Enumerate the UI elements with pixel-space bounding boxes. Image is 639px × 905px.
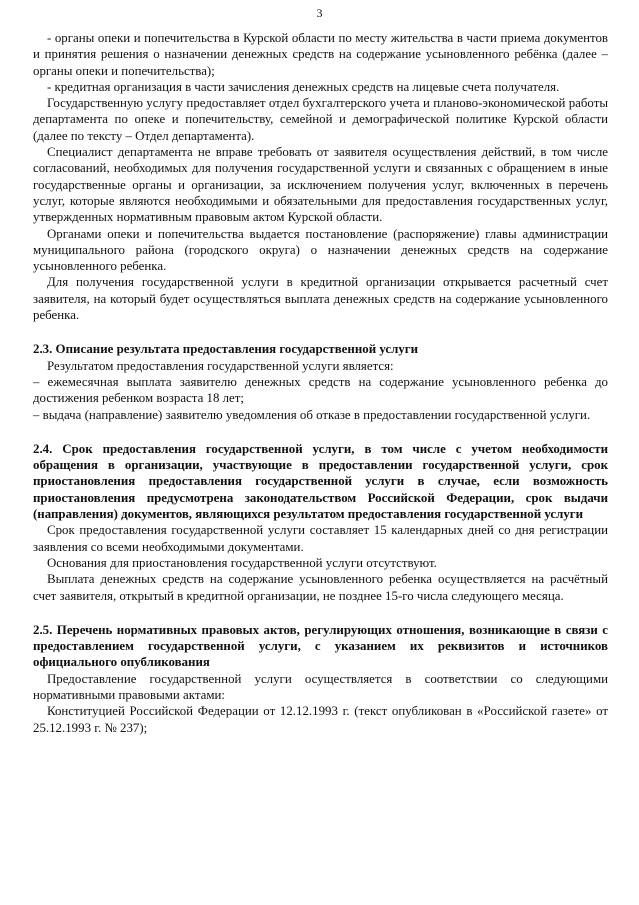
paragraph: Результатом предоставления государственной услуги является: xyxy=(47,358,394,373)
list-item: – выдача (направление) заявителю уведомления об отказе в предоставлении государственной услуги. xyxy=(33,407,591,422)
paragraph: Органами опеки и попечительства выдается постановление (распоряжение) главы администрации муниципального района (городского округа) о назначении денежных средств на содержание усыновленного ребенка. xyxy=(33,226,608,274)
list-item: - органы опеки и попечительства в Курской области по месту жительства в части приема документов и принятия решения о назначении денежных средств на содержание усыновленного ребёнка (далее – органы опеки и попечительства); xyxy=(33,31,608,78)
paragraph: Для получения государственной услуги в кредитной организации открывается расчетный счет заявителя, на который будет осуществляться выплата денежных средств на содержание усыновленного ребенка. xyxy=(33,275,608,323)
page-number: 3 xyxy=(316,6,323,20)
section-heading-2-4: 2.4. Срок предоставления государственной услуги, в том числе с учетом необходимости обращения в организации, участвующие в предоставлении государственной услуги, срок приостановления предоставления государственной услуги в случае, если возможность приостановления предусмотрена законодательством Российской Федерации, срок выдачи (направления) документов, являющихся результатом предоставления государственной услуги xyxy=(33,441,608,522)
paragraph: Срок предоставления государственной услуги составляет 15 календарных дней со дня регистрации заявления со всеми необходимыми документами. xyxy=(33,523,608,554)
section-heading-2-3: 2.3. Описание результата предоставления государственной услуги xyxy=(33,342,419,357)
paragraph: Основания для приостановления государственной услуги отсутствуют. xyxy=(47,555,437,570)
list-item: – ежемесячная выплата заявителю денежных средств на содержание усыновленного ребенка до достижения ребенком возраста 18 лет; xyxy=(33,374,608,406)
paragraph: Государственную услугу предоставляет отдел бухгалтерского учета и планово-экономической работы департамента по опеке и попечительству, семейной и демографической политике Курской области (далее по тексту – Отдел департамента). xyxy=(33,96,608,143)
list-item: - кредитная организация в части зачисления денежных средств на лицевые счета получателя. xyxy=(47,79,560,94)
paragraph: Предоставление государственной услуги осуществляется в соответствии со следующими нормативными правовыми актами: xyxy=(33,671,608,702)
paragraph: Конституцией Российской Федерации от 12.12.1993 г. (текст опубликован в «Российской газете» от 25.12.1993 г. № 237); xyxy=(33,704,608,735)
section-heading-2-5: 2.5. Перечень нормативных правовых актов, регулирующих отношения, возникающие в связи с предоставлением государственной услуги, с указанием их реквизитов и источников официального опубликования xyxy=(33,622,608,670)
document-page xyxy=(33,30,608,736)
paragraph: Специалист департамента не вправе требовать от заявителя осуществления действий, в том числе согласований, необходимых для получения государственной услуги и связанных с обращением в иные государственные органы и организации, за исключением получения услуг, включенных в перечень услуг, которые являются необходимыми и обязательными для предоставления государственных услуг, утвержденных нормативным правовым актом Курской области. xyxy=(33,145,608,225)
paragraph: Выплата денежных средств на содержание усыновленного ребенка осуществляется на расчётный счет заявителя, открытый в кредитной организации, не позднее 15-го числа следующего месяца. xyxy=(33,572,608,603)
